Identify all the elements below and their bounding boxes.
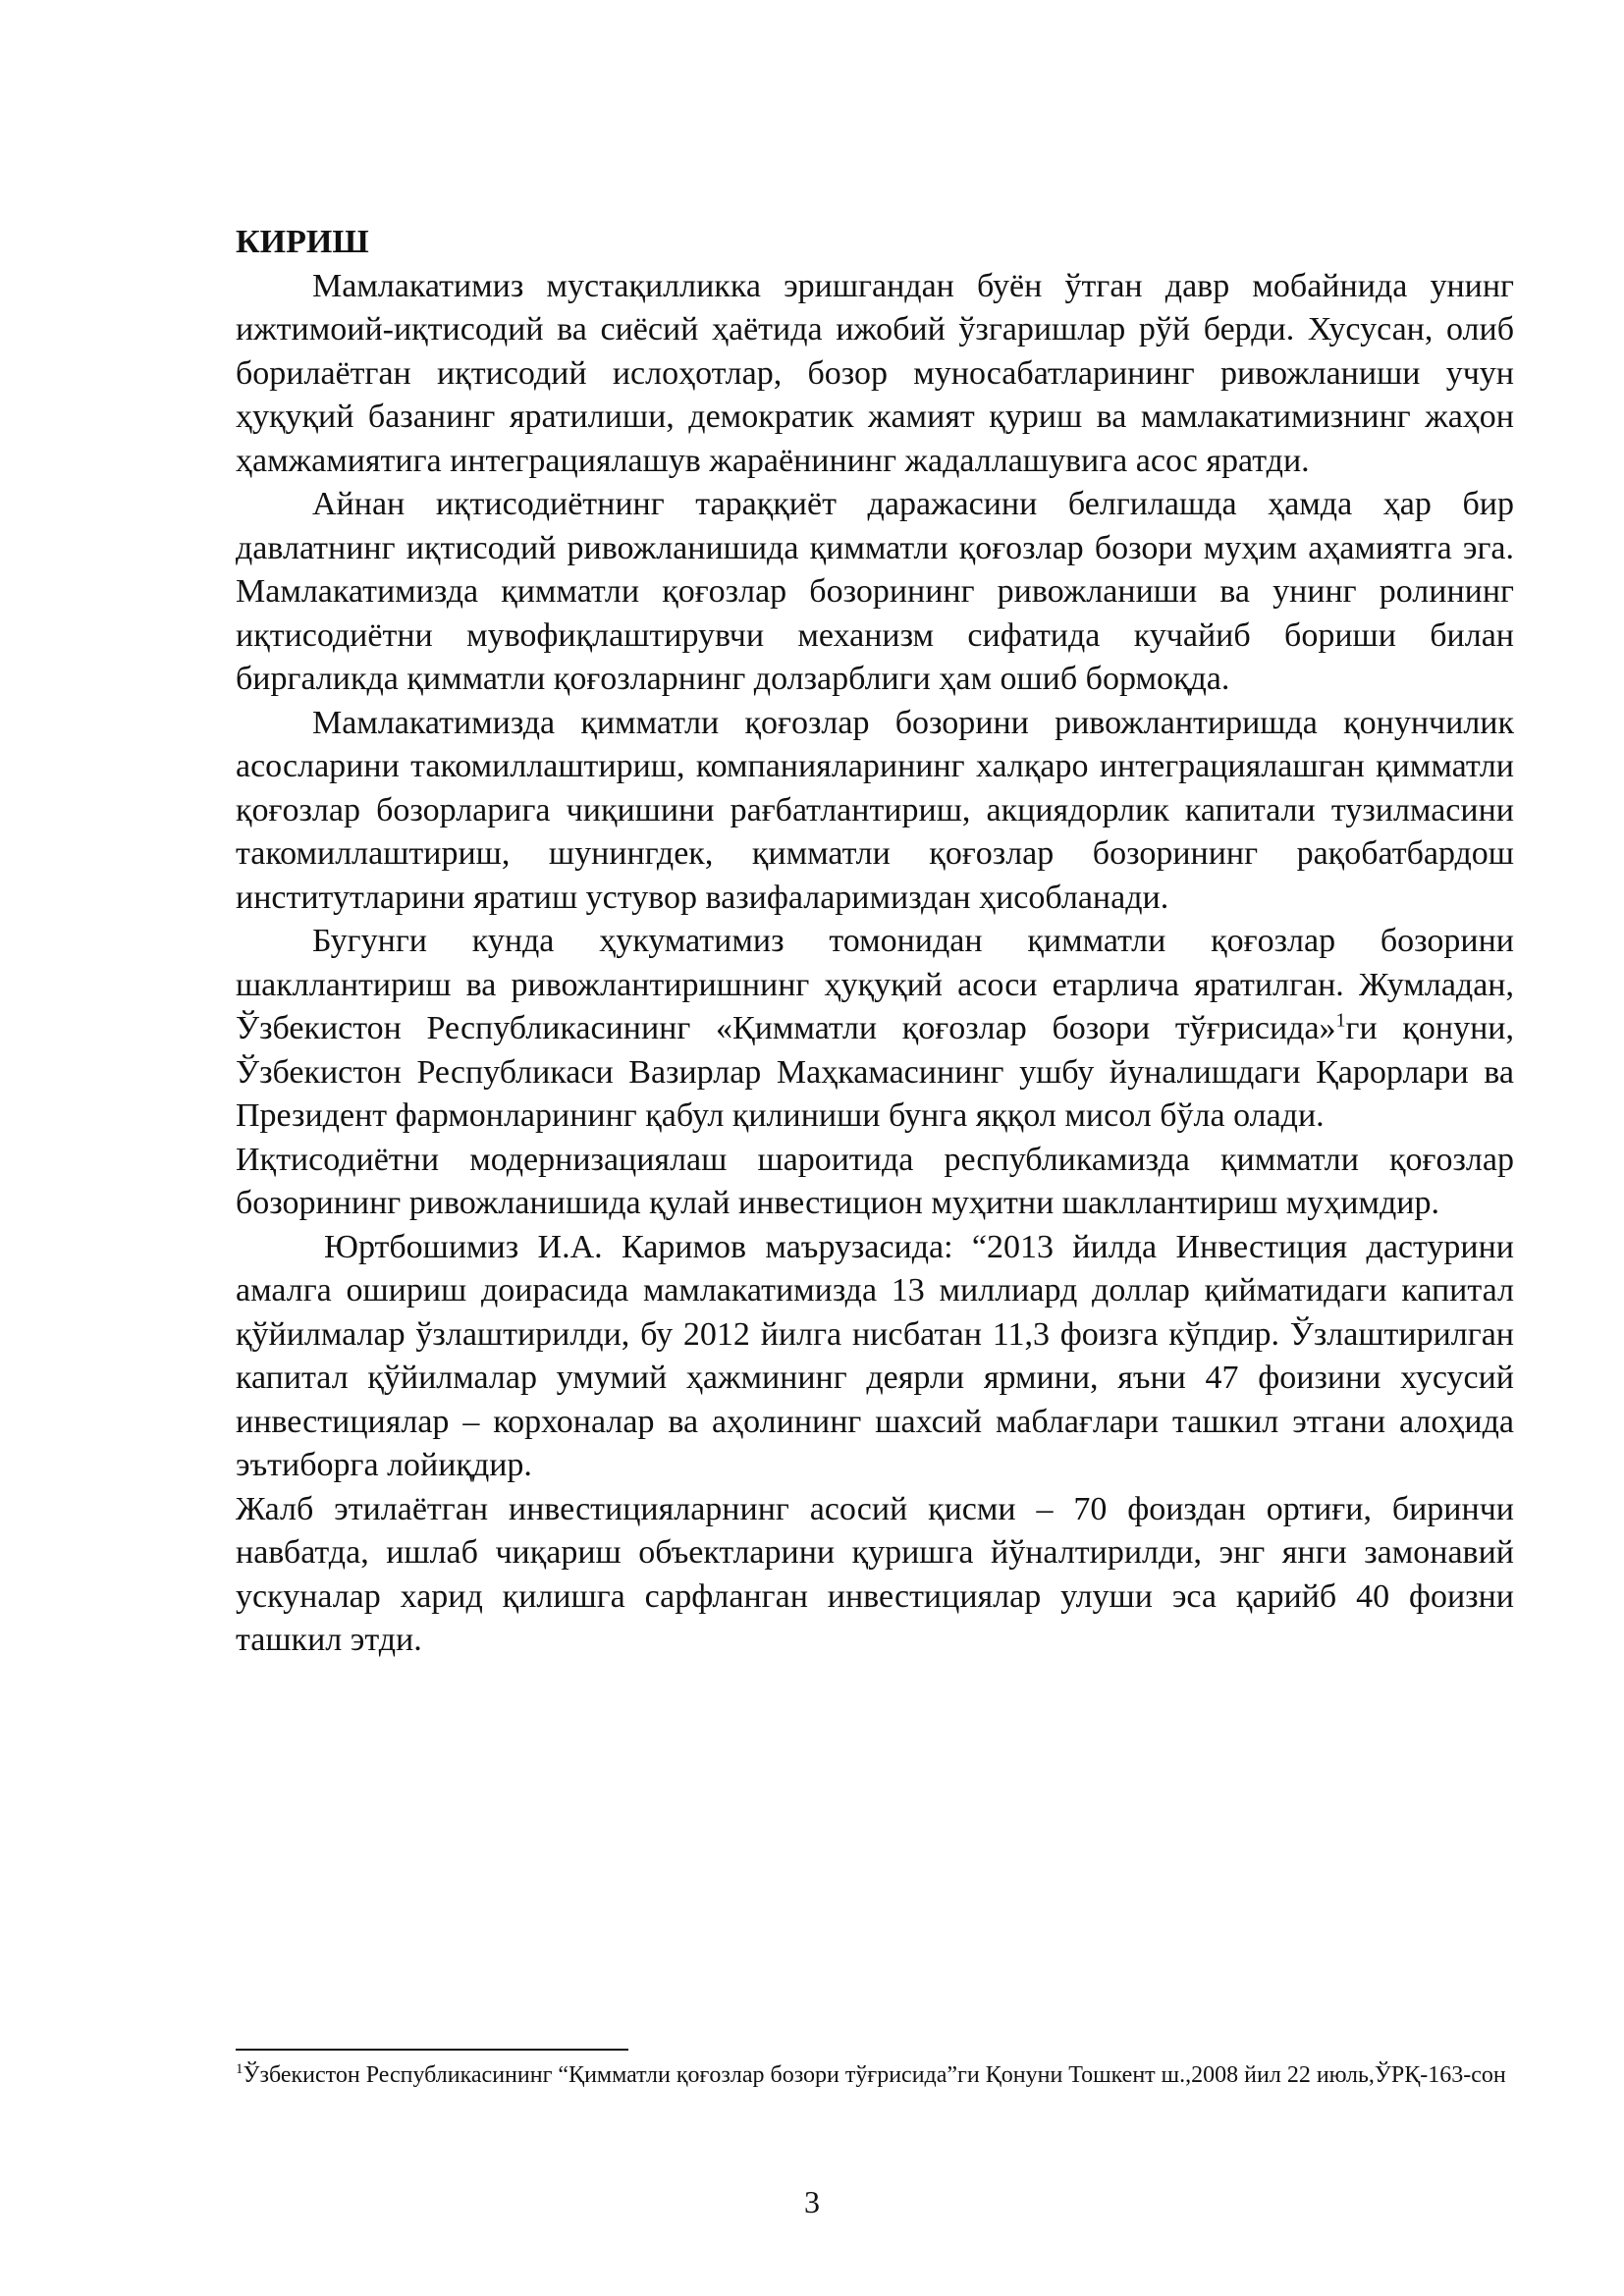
footnote-mark: 1 <box>236 2061 244 2077</box>
footnote-reference-mark: 1 <box>1335 1009 1346 1032</box>
paragraph-3: Мамлакатимизда қимматли қоғозлар бозорини ривожлантиришда қонунчилик асосларини такомиллаштириш, компанияларининг халқаро интеграциялашган қимматли қоғозлар бозорларига чиқишини рағбатлантириш, акциядорлик капитали тузилмасини такомиллаштириш, шунингдек, қимматли қоғозлар бозорининг рақобатбардош институтларини яратиш устувор вазифаларимиздан ҳисобланади. <box>236 704 1514 916</box>
page-number: 3 <box>804 2184 820 2219</box>
paragraph-4-text-a: Бугунги кунда ҳукуматимиз томонидан қимматли қоғозлар бозорини шакллантириш ва ривожлантиришнинг ҳуқуқий асоси етарлича яратилган. Жумладан, Ўзбекистон Республикасининг «Қимматли қоғозлар бозори тўғрисида» <box>236 923 1514 1046</box>
footnote-text: Ўзбекистон Республикасининг “Қимматли қоғозлар бозори тўғрисида”ги Қонуни Тошкент ш.,2008 йил 22 июль,ЎРҚ-163-сон <box>243 2062 1506 2088</box>
section-heading: КИРИШ <box>236 224 369 260</box>
footnote <box>236 2060 1514 2091</box>
paragraph-1: Мамлакатимиз мустақилликка эришгандан буён ўтган давр мобайнида унинг ижтимоий-иқтисодий ва сиёсий ҳаётида ижобий ўзгаришлар рўй берди. Хусусан, олиб борилаётган иқтисодий ислоҳотлар, бозор муносабатларининг ривожланиши учун ҳуқуқий базанинг яратилиши, демократик жамият қуриш ва мамлакатимизнинг жаҳон ҳамжамиятига интеграциялашув жараёнининг жадаллашувига асос яратди. <box>236 267 1514 479</box>
paragraph-2: Айнан иқтисодиётнинг тараққиёт даражасини белгилашда ҳамда ҳар бир давлатнинг иқтисодий ривожланишида қимматли қоғозлар бозори муҳим аҳамиятга эга. Мамлакатимизда қимматли қоғозлар бозорининг ривожланиши ва унинг ролининг иқтисодиётни мувофиқлаштирувчи механизм сифатида кучайиб бориши билан биргаликда қимматли қоғозларнинг долзарблиги ҳам ошиб бормоқда. <box>236 486 1514 697</box>
main-text <box>236 221 1514 1663</box>
paragraph-7: Жалб этилаётган инвестицияларнинг асосий қисми – 70 фоиздан ортиғи, биринчи навбатда, ишлаб чиқариш объектларини қуришга йўналтирилди, энг янги замонавий ускуналар харид қилишга сарфланган инвестициялар улуши эса қарийб 40 фоизни ташкил этди. <box>236 1490 1514 1658</box>
paragraph-6: Юртбошимиз И.А. Каримов маърузасида: “2013 йилда Инвестиция дастурини амалга ошириш доирасида мамлакатимизда 13 миллиард доллар қийматидаги капитал қўйилмалар ўзлаштирилди, бу 2012 йилга нисбатан 11,3 фоизга кўпдир. Ўзлаштирилган капитал қўйилмалар умумий ҳажмининг деярли ярмини, яъни 47 фоизини хусусий инвестициялар – корхоналар ва аҳолининг шахсий маблағлари ташкил этгани алоҳида эътиборга лойиқдир. <box>236 1228 1514 1483</box>
footnote-separator <box>236 2049 628 2051</box>
paragraph-4 <box>236 920 1514 1139</box>
paragraph-5: Иқтисодиётни модернизациялаш шароитида республикамизда қимматли қоғозлар бозорининг ривожланишида қулай инвестицион муҳитни шакллантириш муҳимдир. <box>236 1141 1514 1221</box>
paragraph-4-text-b: ги қонуни, Ўзбекистон Республикаси Вазирлар Маҳкамасининг ушбу йуналишдаги Қарорлари ва Президент фармонларининг қабул қилиниши бунга яққол мисол бўла олади. <box>236 1010 1514 1134</box>
